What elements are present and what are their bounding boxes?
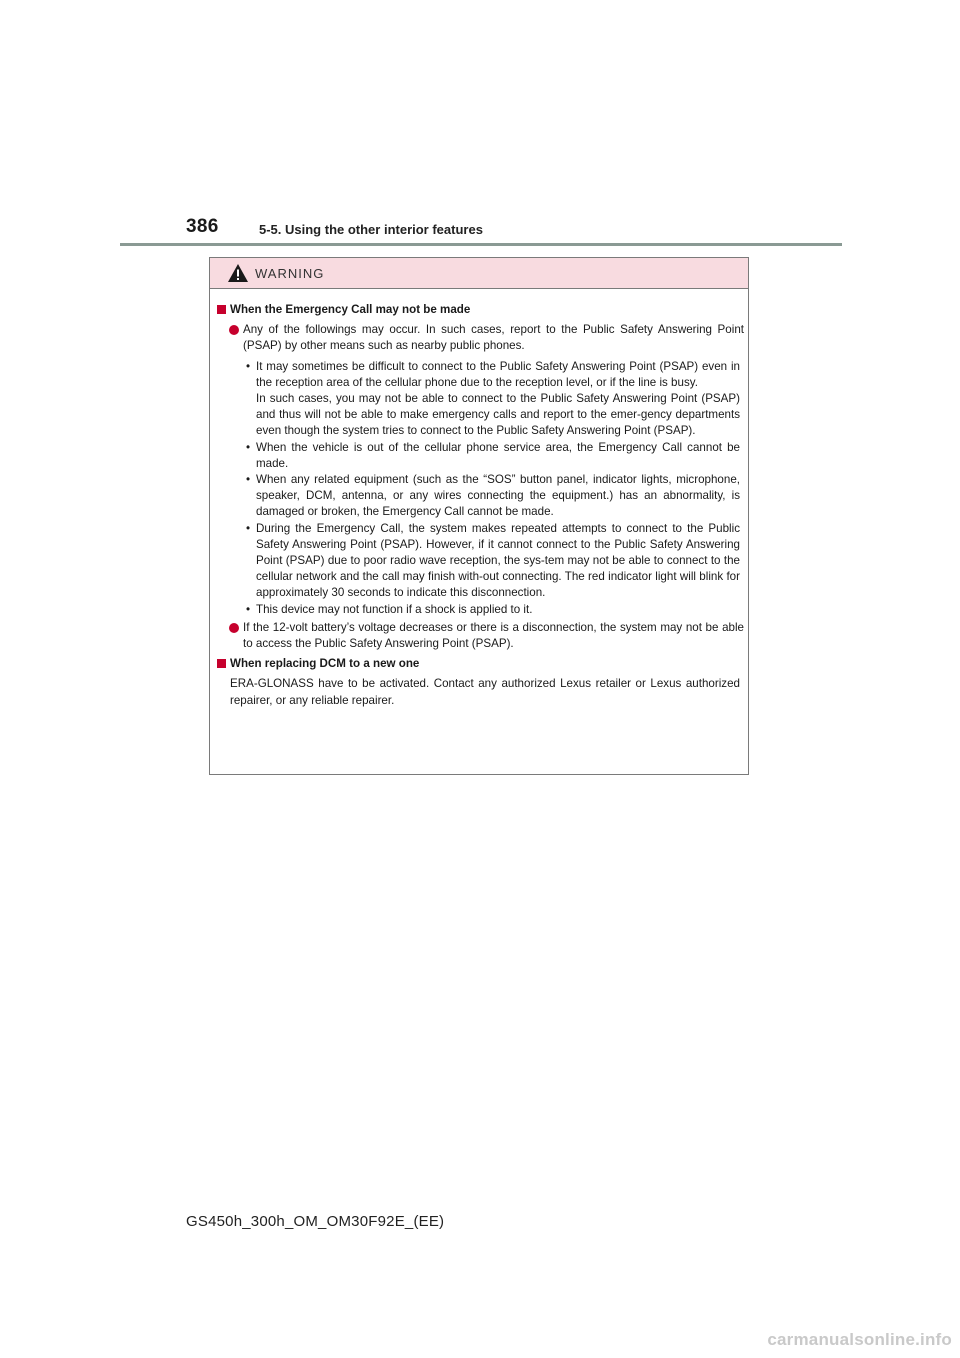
warning-header <box>210 258 748 289</box>
warning-body <box>216 302 744 709</box>
square-bullet-icon <box>217 659 226 668</box>
header-rule <box>120 243 842 246</box>
sub-bullet-mark: • <box>246 602 251 616</box>
topic-heading <box>216 302 744 318</box>
topic-paragraph: ERA-GLONASS have to be activated. Contact any authorized Lexus retailer or Lexus authorized repairer, or any reliable repairer. <box>230 677 740 707</box>
sub-item-text: When the vehicle is out of the cellular phone service area, the Emergency Call cannot be made. <box>256 440 740 470</box>
sub-list <box>216 359 744 618</box>
sub-bullet-mark: • <box>246 521 251 535</box>
sub-list-item <box>216 440 744 472</box>
sub-bullet-mark: • <box>246 473 251 487</box>
round-bullet-icon <box>229 623 239 633</box>
bullet-item <box>216 620 744 652</box>
bullet-item <box>216 322 744 354</box>
sub-item-text: In such cases, you may not be able to connect to the Public Safety Answering Point (PSAP) and thus will not be able to make emergency calls and report to the emer-gency departments even though the system tries to connect to the Public Safety Answering Point (PSAP). <box>256 392 740 438</box>
sub-bullet-mark: • <box>246 359 251 373</box>
warning-triangle-icon <box>227 263 249 283</box>
watermark: carmanualsonline.info <box>767 1330 952 1349</box>
sub-bullet-mark: • <box>246 440 251 454</box>
bullet-text: If the 12-volt battery’s voltage decreases or there is a disconnection, the system may not be able to access the Public Safety Answering Point (PSAP). <box>243 620 744 651</box>
sub-list-item <box>216 359 744 440</box>
round-bullet-icon <box>229 325 239 335</box>
section-title: 5-5. Using the other interior features <box>259 222 483 237</box>
document-code: GS450h_300h_OM_OM30F92E_(EE) <box>186 1213 445 1230</box>
sub-list-item <box>216 472 744 521</box>
sub-list-item <box>216 521 744 602</box>
warning-label: WARNING <box>255 266 325 281</box>
sub-item-text: This device may not function if a shock is applied to it. <box>256 602 533 616</box>
topic-title: When the Emergency Call may not be made <box>230 303 471 316</box>
square-bullet-icon <box>217 305 226 314</box>
warning-box <box>209 257 749 775</box>
topic-heading <box>216 656 744 672</box>
sub-item-text: It may sometimes be difficult to connect to the Public Safety Answering Point (PSAP) even in the reception area of the cellular phone due to the reception level, or if the line is busy. <box>256 359 740 389</box>
bullet-text: Any of the followings may occur. In such cases, report to the Public Safety Answering Point (PSAP) by other means such as nearby public phones. <box>243 323 744 353</box>
page-number: 386 <box>186 216 219 237</box>
sub-item-text: When any related equipment (such as the “SOS” button panel, indicator lights, microphone, speaker, DCM, antenna, or any wires connecting the equipment.) has an abnormality, is damaged or broken, the Emergency Call cannot be made. <box>256 473 740 519</box>
topic-title: When replacing DCM to a new one <box>230 657 420 671</box>
sub-list-item <box>216 602 744 618</box>
sub-item-text: During the Emergency Call, the system makes repeated attempts to connect to the Public Safety Answering Point (PSAP). However, if it cannot connect to the Public Safety Answering Point (PSAP) due to poor radio wave reception, the sys-tem may not be able to connect to the cellular network and the call may finish with-out connecting. The red indicator light will blink for approximately 30 seconds to indicate this disconnection. <box>256 521 740 600</box>
